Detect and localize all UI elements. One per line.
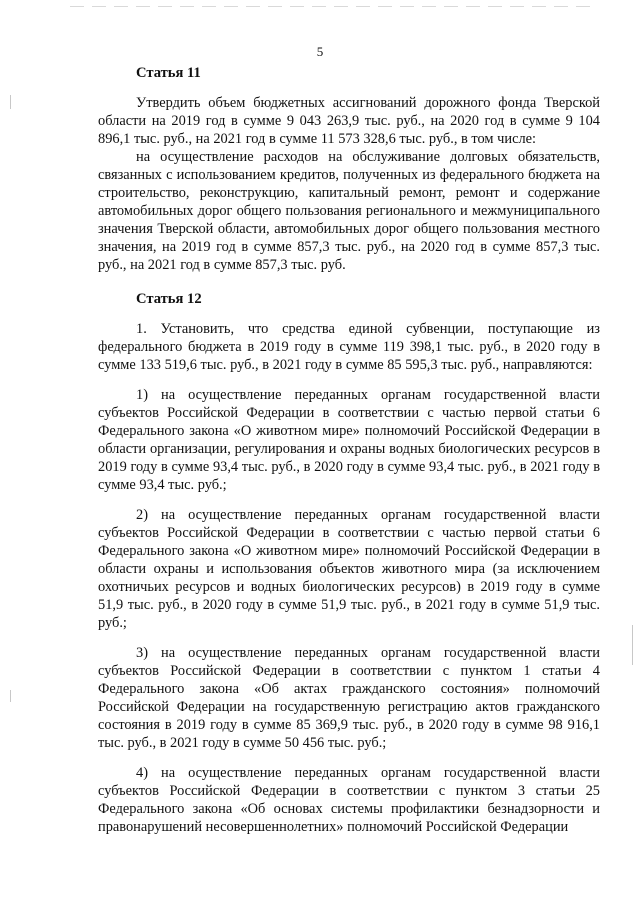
article-12-paragraph-1: 1. Установить, что средства единой субвенции, поступающие из федерального бюджета в 2019 году в сумме 119 398,1 тыс. руб., в 2020 году в сумме 133 519,6 тыс. руб., в 2021 году в сумме 85 595,3 тыс. руб., направляются:: [98, 321, 600, 373]
article-12-heading: Статья 12: [136, 291, 202, 307]
scan-header-noise: [70, 6, 590, 7]
article-12-item-4: 4) на осуществление переданных органам государственной власти субъектов Российской Федерации в соответствии с пунктом 3 статьи 25 Федерального закона «Об основах системы профилактики безнадзорности и правонарушений несовершеннолетних» полномочий Российской Федерации: [98, 765, 600, 835]
article-12-item-1: 1) на осуществление переданных органам государственной власти субъектов Российской Федерации в соответствии с частью первой статьи 6 Федерального закона «О животном мире» полномочий Российской Федерации в области организации, регулирования и охраны водных биологических ресурсов в 2019 году в сумме 93,4 тыс. руб., в 2020 году в сумме 93,4 тыс. руб., в 2021 году в сумме 93,4 тыс. руб.;: [98, 387, 600, 493]
scan-margin-mark: [10, 690, 11, 702]
article-12-item-3: 3) на осуществление переданных органам государственной власти субъектов Российской Федерации в соответствии с пунктом 1 статьи 4 Федерального закона «Об актах гражданского состояния» полномочий Российской Федерации на государственную регистрацию актов гражданского состояния в 2019 году в сумме 85 369,9 тыс. руб., в 2020 году в сумме 98 916,1 тыс. руб., в 2021 году в сумме 50 456 тыс. руб.;: [98, 645, 600, 751]
page-number: 5: [316, 44, 324, 59]
scan-margin-mark: [632, 625, 633, 665]
scan-margin-mark: [10, 95, 11, 109]
article-11-paragraph-1: Утвердить объем бюджетных ассигнований дорожного фонда Тверской области на 2019 год в сумме 9 043 263,9 тыс. руб., на 2020 год в сумме 9 104 896,1 тыс. руб., на 2021 год в сумме 11 573 328,6 тыс. руб., в том числе:: [98, 95, 600, 147]
article-11-paragraph-2: на осуществление расходов на обслуживание долговых обязательств, связанных с использованием кредитов, полученных из федерального бюджета на строительство, реконструкцию, капитальный ремонт, ремонт и содержание автомобильных дорог общего пользования регионального и межмуниципального значения Тверской области, автомобильных дорог общего пользования местного значения, на 2019 год в сумме 857,3 тыс. руб., на 2020 год в сумме 857,3 тыс. руб., на 2021 год в сумме 857,3 тыс. руб.: [98, 149, 600, 273]
article-12-item-2: 2) на осуществление переданных органам государственной власти субъектов Российской Федерации в соответствии с частью первой статьи 6 Федерального закона «О животном мире» полномочий Российской Федерации в области охраны и использования объектов животного мира (за исключением охотничьих ресурсов и водных биологических ресурсов) в 2019 году в сумме 51,9 тыс. руб., в 2020 году в сумме 51,9 тыс. руб., в 2021 году в сумме 51,9 тыс. руб.;: [98, 507, 600, 631]
article-11-heading: Статья 11: [136, 65, 201, 81]
document-body: [98, 64, 600, 836]
